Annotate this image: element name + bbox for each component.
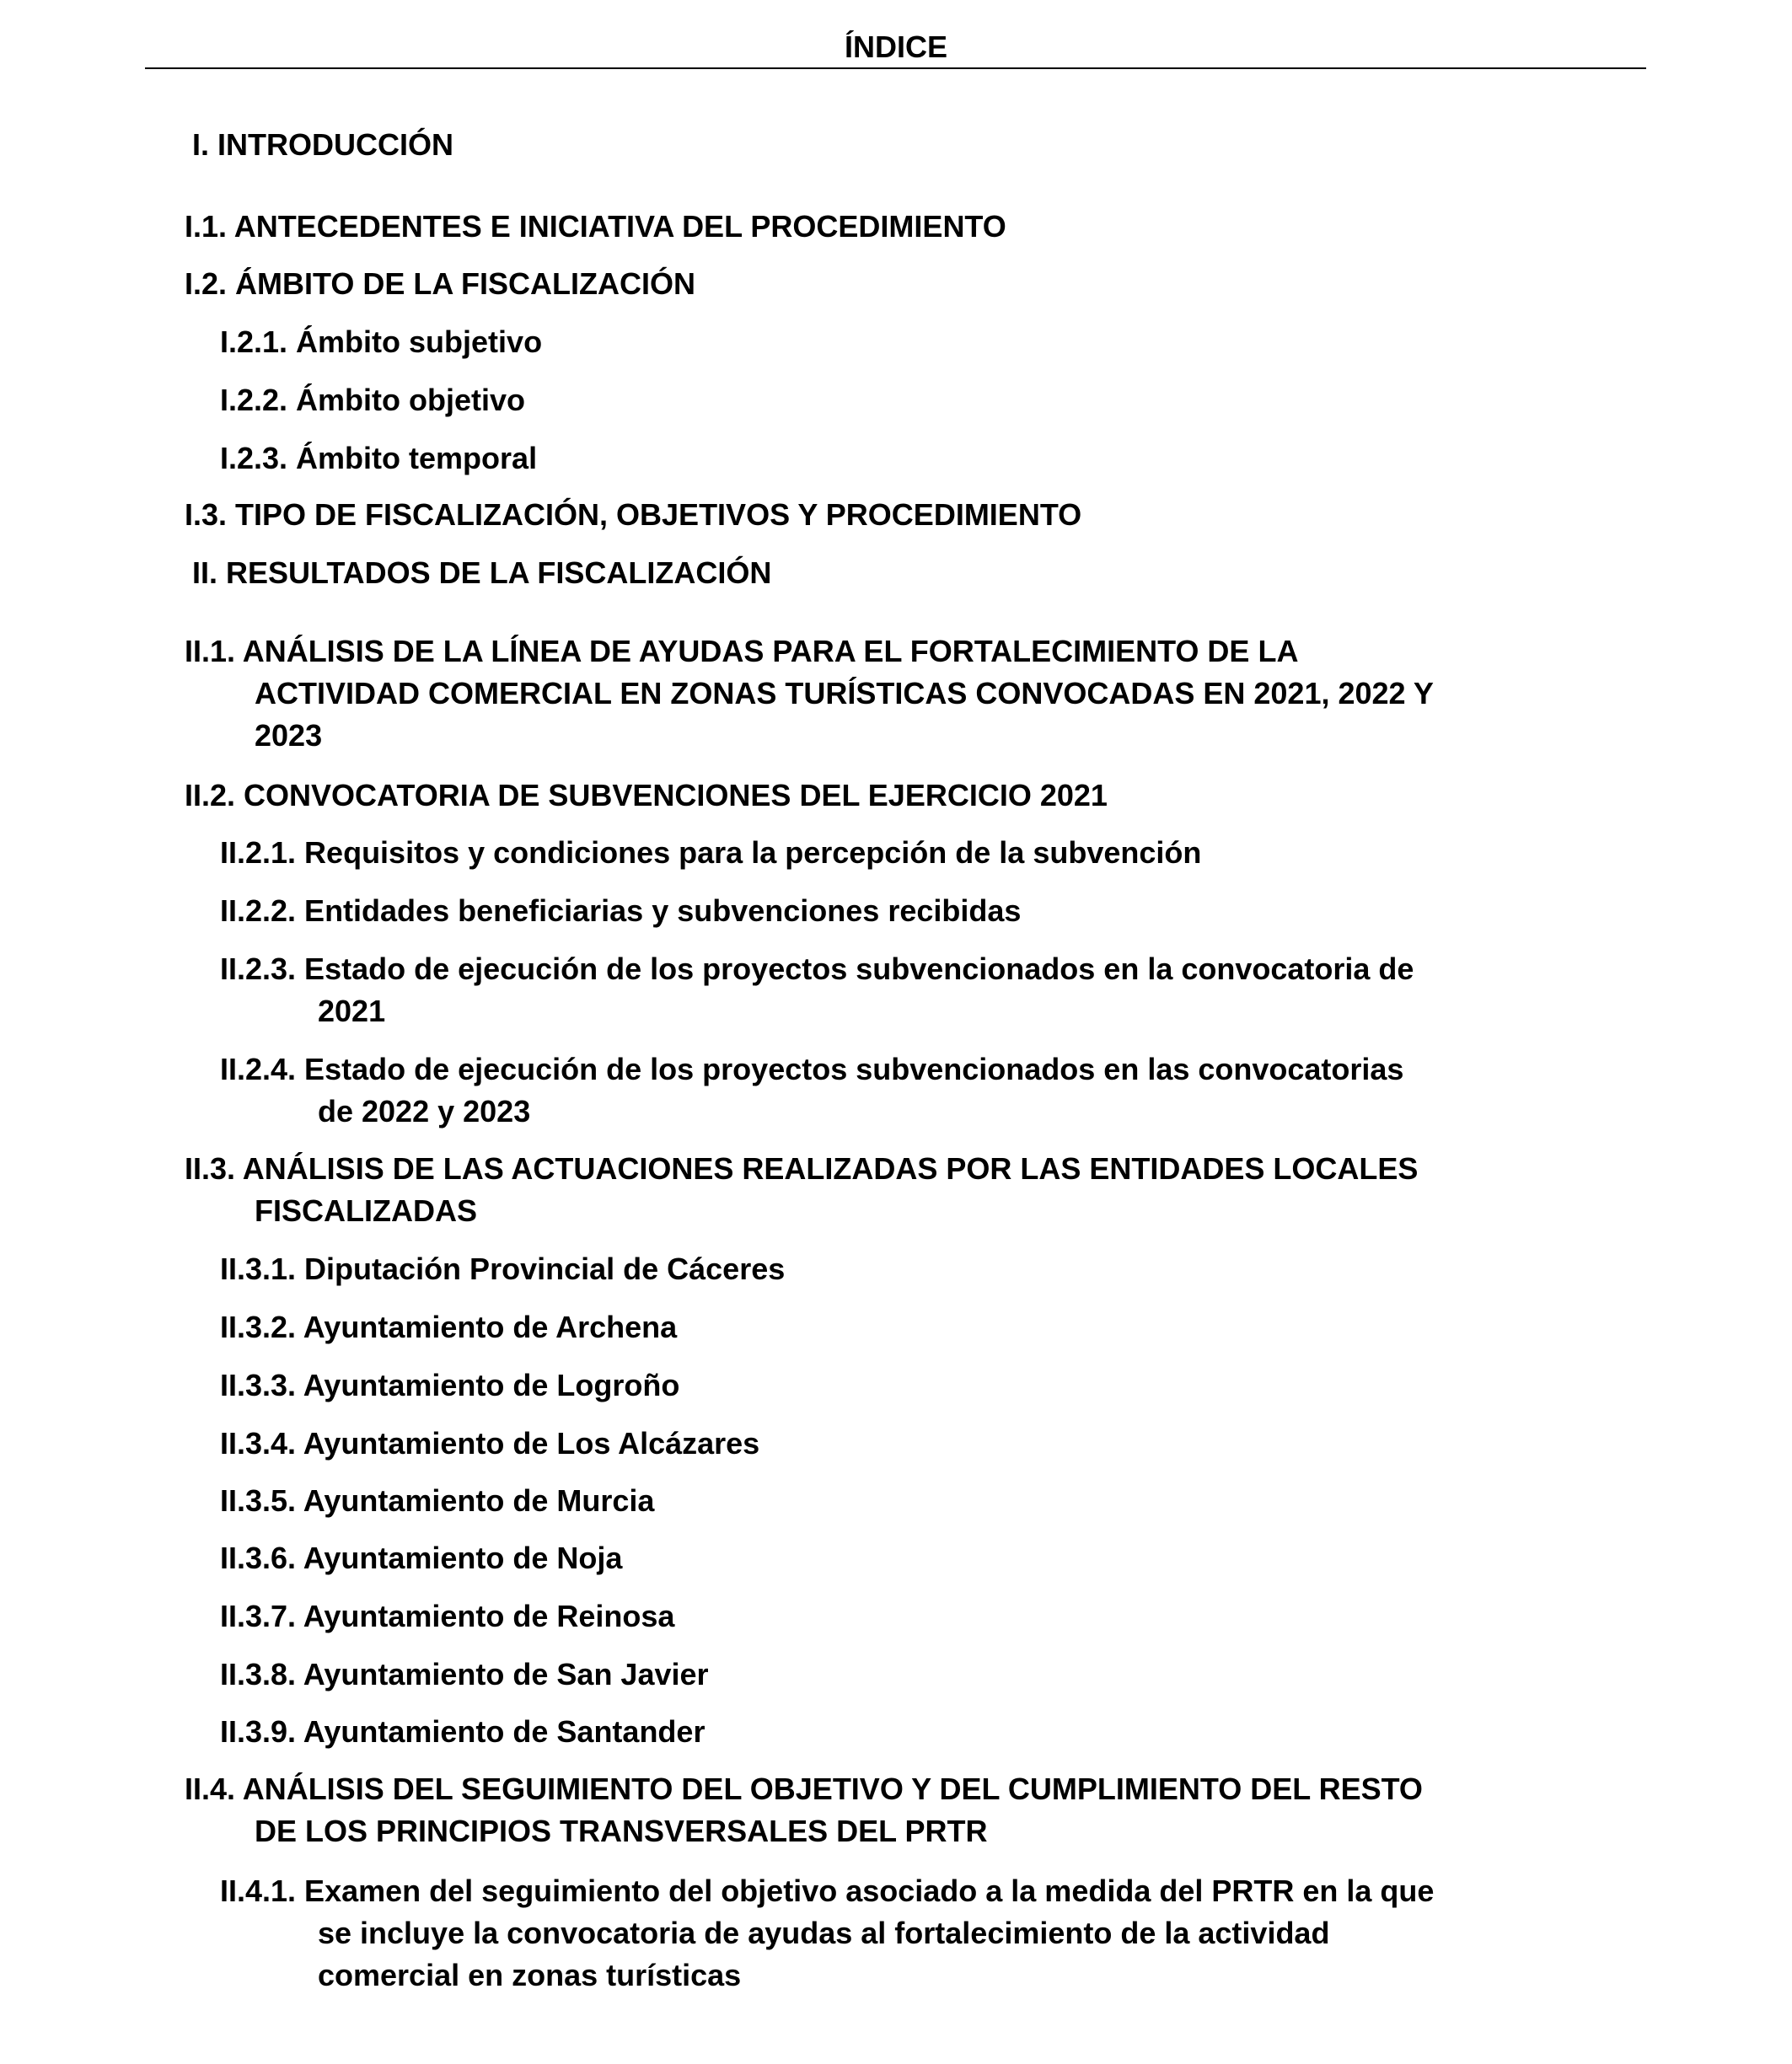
toc-entry-line: II.3.5. Ayuntamiento de Murcia xyxy=(220,1483,655,1518)
toc-entry-line: II.3.4. Ayuntamiento de Los Alcázares xyxy=(220,1426,760,1461)
toc-entry-line: II. RESULTADOS DE LA FISCALIZACIÓN xyxy=(192,555,772,590)
toc-entry-line: de 2022 y 2023 xyxy=(318,1094,531,1128)
toc-entry-line: II.3.3. Ayuntamiento de Logroño xyxy=(220,1368,680,1402)
toc-entry-line: I.3. TIPO DE FISCALIZACIÓN, OBJETIVOS Y PROCEDIMIENTO xyxy=(185,497,1082,532)
toc-entry-line: 2021 xyxy=(318,994,386,1028)
toc-entry-line: I.2.3. Ámbito temporal xyxy=(220,441,538,475)
toc-entry-line: ACTIVIDAD COMERCIAL EN ZONAS TURÍSTICAS CONVOCADAS EN 2021, 2022 Y xyxy=(255,676,1434,710)
toc-entry-line: DE LOS PRINCIPIOS TRANSVERSALES DEL PRTR xyxy=(255,1814,988,1848)
toc-entry-line: II.2. CONVOCATORIA DE SUBVENCIONES DEL EJERCICIO 2021 xyxy=(185,778,1108,812)
toc-entry-line: comercial en zonas turísticas xyxy=(318,1958,742,1992)
toc-entry-line: II.3.2. Ayuntamiento de Archena xyxy=(220,1310,678,1344)
toc-entry-line: II.2.2. Entidades beneficiarias y subvenciones recibidas xyxy=(220,893,1022,928)
toc-entry-line: II.4. ANÁLISIS DEL SEGUIMIENTO DEL OBJETIVO Y DEL CUMPLIMIENTO DEL RESTO xyxy=(185,1772,1423,1806)
toc-entry-line: se incluye la convocatoria de ayudas al fortalecimiento de la actividad xyxy=(318,1916,1330,1950)
toc-entry-line: 2023 xyxy=(255,718,323,753)
toc-entry-line: II.3.1. Diputación Provincial de Cáceres xyxy=(220,1252,786,1286)
toc-entry-line: I.2.1. Ámbito subjetivo xyxy=(220,324,543,359)
toc-entry-line: II.3. ANÁLISIS DE LAS ACTUACIONES REALIZADAS POR LAS ENTIDADES LOCALES xyxy=(185,1151,1419,1186)
toc-entry-line: II.2.3. Estado de ejecución de los proyectos subvencionados en la convocatoria de xyxy=(220,952,1414,986)
toc-entry-line: I.1. ANTECEDENTES E INICIATIVA DEL PROCEDIMIENTO xyxy=(185,209,1006,244)
toc-entry-line: II.3.6. Ayuntamiento de Noja xyxy=(220,1541,623,1575)
toc-entry-line: I.2.2. Ámbito objetivo xyxy=(220,383,526,417)
toc-entry-line: II.3.9. Ayuntamiento de Santander xyxy=(220,1714,706,1749)
index-title: ÍNDICE xyxy=(844,29,947,64)
toc-entry-line: II.1. ANÁLISIS DE LA LÍNEA DE AYUDAS PARA EL FORTALECIMIENTO DE LA xyxy=(185,634,1299,668)
toc-entry-line: FISCALIZADAS xyxy=(255,1193,477,1228)
toc-entry-line: I.2. ÁMBITO DE LA FISCALIZACIÓN xyxy=(185,266,696,301)
title-divider xyxy=(145,67,1646,69)
toc-entry-line: II.2.1. Requisitos y condiciones para la percepción de la subvención xyxy=(220,835,1202,870)
toc-entry-line: I. INTRODUCCIÓN xyxy=(192,127,453,162)
toc-entry-line: II.2.4. Estado de ejecución de los proyectos subvencionados en las convocatorias xyxy=(220,1052,1404,1086)
toc-entry-line: II.4.1. Examen del seguimiento del objetivo asociado a la medida del PRTR en la que xyxy=(220,1874,1435,1908)
toc-entry-line: II.3.7. Ayuntamiento de Reinosa xyxy=(220,1599,675,1633)
toc-entry-line: II.3.8. Ayuntamiento de San Javier xyxy=(220,1657,709,1691)
